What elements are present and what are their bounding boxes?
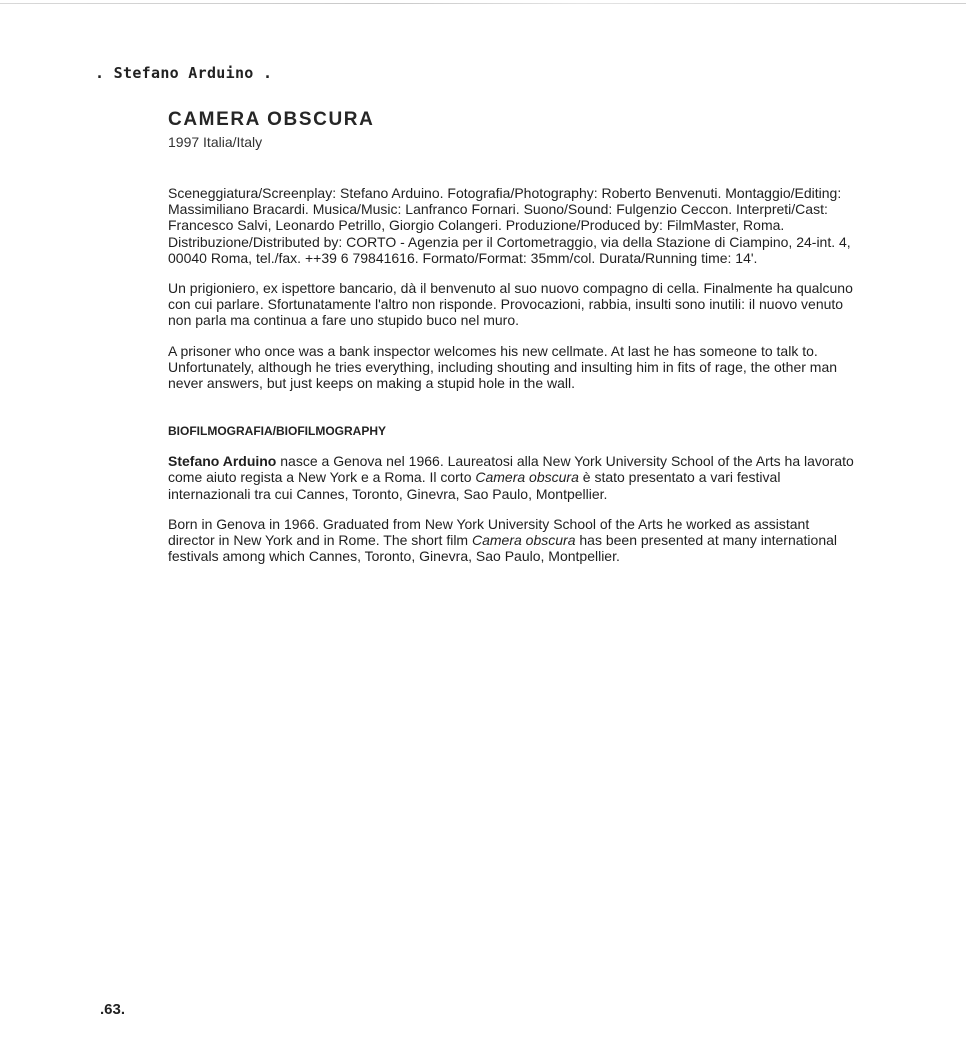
bio-english-film-title: Camera obscura (472, 532, 576, 549)
film-title: CAMERA OBSCURA (168, 109, 375, 130)
synopsis-italian: Un prigioniero, ex ispettore bancario, dà il benvenuto al suo nuovo compagno di cella. Finalmente ha qualcuno con cui parlare. Sfortunatamente l'altro non risponde. Provocazioni, rabbia, insulti sono inutili: il nuovo venuto non parla ma continua a fare uno stupido buco nel muro. (168, 280, 853, 329)
bio-italian-text-1: nasce a Genova nel 1966. Laureatosi alla New York University School of the Arts ha lavorato come aiuto regista a New York e a Roma. Il corto (168, 453, 854, 486)
synopsis-english: A prisoner who once was a bank inspector welcomes his new cellmate. At last he has someone to talk to. Unfortunately, although he tries everything, including shouting and insulting him in fits of rage, the other man never answers, but just keeps on making a stupid hole in the wall. (168, 342, 838, 392)
credits-paragraph: Sceneggiatura/Screenplay: Stefano Arduino. Fotografia/Photography: Roberto Benvenuti. Montaggio/Editing: Massimiliano Bracardi. Musica/Music: Lanfranco Fornari. Suono/Sound: Fulgenzio Ceccon. Interpreti/Cast: Francesco Salvi, Leonardo Petrillo, Giorgio Colangeri. Produzione/Produced by: FilmMaster, Roma. Distribuzione/Distributed by: CORTO - Agenzia per il Cortometraggio, via della Stazione di Ciampino, 24-int. 4, 00040 Roma, tel./fax. ++39 6 79841616. Formato/Format: 35mm/col. Durata/Running time: 14'. (168, 185, 851, 266)
bio-english-text-1: Born in Genova in 1966. Graduated from New York University School of the Arts he worked as assistant director in New York and in Rome. The short film (168, 515, 810, 549)
top-edge-line (0, 3, 966, 4)
page-number: .63. (100, 1001, 126, 1018)
bio-english-text-2: has been presented at many international festivals among which Cannes, Toronto, Ginevra, Sao Paulo, Montpellier. (168, 532, 838, 565)
bio-italian-film-title: Camera obscura (475, 469, 579, 486)
bio-english (168, 516, 858, 565)
biofilmography-heading: BIOFILMOGRAFIA/BIOFILMOGRAPHY (168, 424, 386, 439)
bio-italian (168, 453, 858, 502)
author-header: . Stefano Arduino . (95, 64, 273, 82)
film-entry (168, 108, 858, 564)
bio-italian-text-2: è stato presentato a vari festival internazionali tra cui Cannes, Toronto, Ginevra, Sao Paulo, Montpellier. (168, 469, 781, 502)
director-name: Stefano Arduino (168, 453, 277, 470)
film-year-country: 1997 Italia/Italy (168, 134, 263, 150)
